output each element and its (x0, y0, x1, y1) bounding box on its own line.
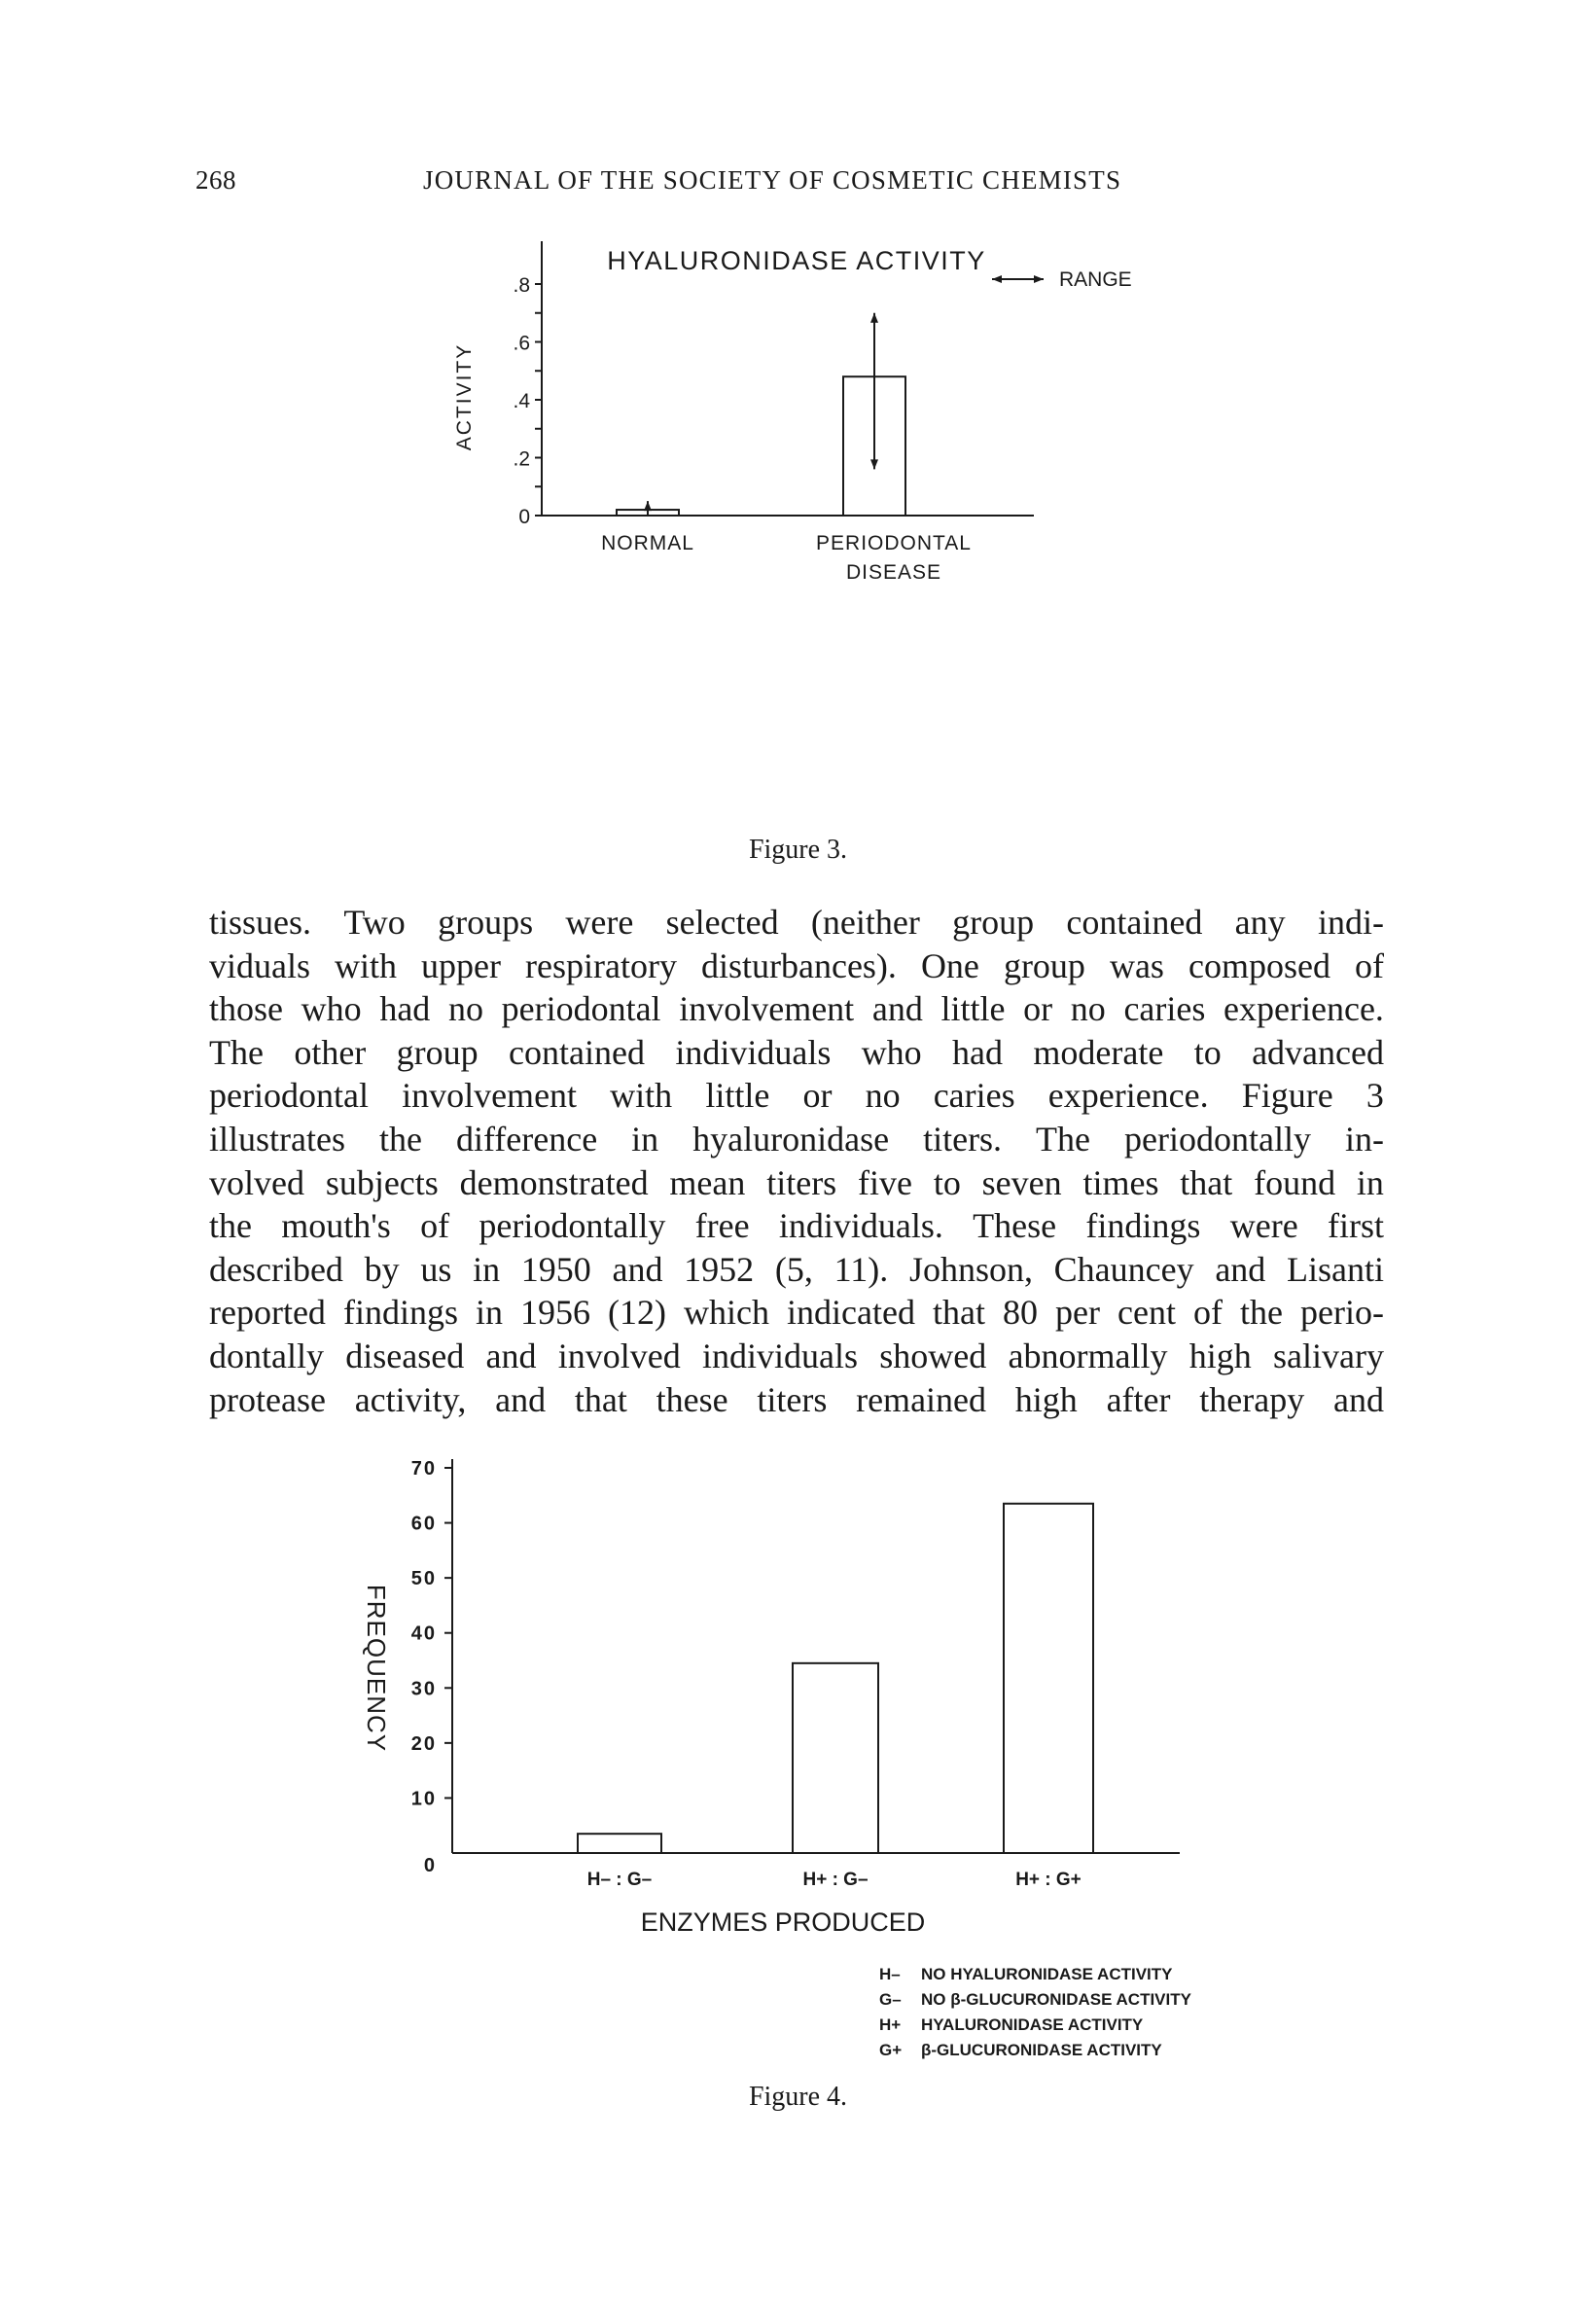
paragraph-word: abnormally (1008, 1336, 1168, 1375)
paragraph-word: in (475, 1293, 503, 1333)
figure-3-caption: Figure 3. (748, 835, 848, 865)
paragraph-word: difference (455, 1119, 598, 1159)
paragraph-word: salivary (1273, 1336, 1384, 1375)
paragraph-word: the (209, 1206, 252, 1246)
paragraph-word: high (1188, 1336, 1252, 1375)
paragraph-line (209, 1335, 1384, 1378)
paragraph-word: indi- (1317, 903, 1384, 942)
paragraph-word: of (1354, 945, 1384, 985)
paragraph-word: little (705, 1076, 770, 1116)
paragraph-word: dontally (209, 1336, 324, 1375)
paragraph-word: were (565, 903, 634, 942)
paragraph-word: who (301, 989, 362, 1029)
paragraph-word: was (1109, 945, 1164, 985)
paragraph-word: protease (209, 1379, 326, 1419)
paragraph-word: 1952 (684, 1249, 755, 1289)
paragraph-word: showed (879, 1336, 987, 1375)
paragraph-word: of (420, 1206, 450, 1246)
paragraph-word: 3 (1365, 1076, 1384, 1116)
paragraph-word: Lisanti (1287, 1249, 1384, 1289)
y-tick-label: .4 (513, 390, 530, 412)
paragraph-word: by (364, 1249, 400, 1289)
y-axis-label: ACTIVITY (453, 342, 476, 451)
paragraph-word: 80 (1003, 1293, 1038, 1333)
paragraph-word: hyaluronidase (692, 1119, 890, 1159)
paragraph-word: illustrates (209, 1119, 345, 1159)
paragraph-word: 1950 (520, 1249, 591, 1289)
paragraph-word: high (1014, 1379, 1078, 1419)
paragraph-word: caries (933, 1076, 1015, 1116)
paragraph-word: titers (757, 1379, 828, 1419)
paragraph-word: and (612, 1249, 663, 1289)
paragraph-word: advanced (1252, 1032, 1384, 1072)
paragraph-word: diseased (345, 1336, 465, 1375)
paragraph-word: involved (557, 1336, 681, 1375)
x-category-label: PERIODONTAL (816, 532, 972, 554)
paragraph-word: subjects (325, 1162, 439, 1202)
paragraph-word: These (973, 1206, 1057, 1246)
paragraph-word: mean (669, 1162, 746, 1202)
paragraph-word: (neither (810, 903, 920, 942)
paragraph-word: volved (209, 1162, 304, 1202)
paragraph-word: groups (438, 903, 534, 942)
paragraph-word: contained (1066, 903, 1203, 942)
paragraph-word: mouth's (281, 1206, 391, 1246)
paragraph-word: tissues. (209, 903, 312, 942)
paragraph-word: disturbances). (700, 945, 897, 985)
paragraph-line (209, 1074, 1384, 1118)
paragraph-word: group (1003, 945, 1085, 985)
figure-4-chart (0, 1440, 1596, 2101)
figure-4-xlabel: ENZYMES PRODUCED (640, 1908, 926, 1937)
legend-label: RANGE (1059, 268, 1132, 291)
y-tick-label: 50 (410, 1568, 437, 1590)
paragraph-word: Johnson, (908, 1249, 1033, 1289)
paragraph-word: individuals (701, 1336, 858, 1375)
legend-text: β-GLUCURONIDASE ACTIVITY (921, 2041, 1162, 2059)
legend-key: H+ (879, 2015, 902, 2034)
paragraph-word: group (952, 903, 1035, 942)
paragraph-word: titers. (923, 1119, 1003, 1159)
paragraph-word: findings (342, 1293, 458, 1333)
paragraph-word: and (485, 1336, 537, 1375)
paragraph-word: 1956 (520, 1293, 591, 1333)
x-category-label: H+ : G– (802, 1870, 869, 1890)
paragraph-word: first (1327, 1206, 1384, 1246)
paragraph-word: Chauncey (1053, 1249, 1194, 1289)
paragraph-word: involvement (402, 1076, 578, 1116)
paragraph-word: who (861, 1032, 922, 1072)
figure-3-chart (0, 233, 1596, 875)
paragraph-word: viduals (209, 945, 310, 985)
paragraph-word: in (473, 1249, 501, 1289)
paragraph-word: periodontal (501, 989, 661, 1029)
paragraph-word: these (656, 1379, 728, 1419)
paragraph-word: those (209, 989, 283, 1029)
paragraph-word: seven (981, 1162, 1062, 1202)
x-category-label: H– : G– (586, 1870, 653, 1890)
paragraph-word: and (1333, 1379, 1384, 1419)
range-arrow-down (870, 459, 878, 469)
paragraph-word: individuals. (778, 1206, 943, 1246)
paragraph-word: demonstrated (459, 1162, 649, 1202)
paragraph-word: of (1192, 1293, 1223, 1333)
paragraph-line (209, 1204, 1384, 1248)
y-tick-label: 30 (410, 1678, 437, 1700)
paragraph-word: five (858, 1162, 912, 1202)
y-tick-label: 0 (518, 506, 530, 528)
paragraph-word: and (495, 1379, 547, 1419)
legend-text: NO β-GLUCURONIDASE ACTIVITY (921, 1990, 1191, 2009)
figure-4-caption: Figure 4. (748, 2082, 848, 2112)
paragraph-word: respiratory (525, 945, 677, 985)
paragraph-word: to (1193, 1032, 1222, 1072)
paragraph-word: the (1240, 1293, 1283, 1333)
body-paragraph (209, 901, 1384, 1421)
paragraph-word: in- (1344, 1119, 1384, 1159)
y-tick-label: 40 (410, 1623, 437, 1645)
x-category-label: NORMAL (601, 532, 694, 554)
paragraph-word: The (1036, 1119, 1091, 1159)
page-number: 268 (195, 165, 236, 195)
paragraph-word: (12) (608, 1293, 667, 1333)
paragraph-line (209, 945, 1384, 988)
paragraph-word: experience. (1047, 1076, 1209, 1116)
bar (793, 1663, 878, 1853)
paragraph-line (209, 1031, 1384, 1075)
figure-4-legend (879, 1965, 1192, 2059)
paragraph-word: therapy (1199, 1379, 1305, 1419)
y-axis-label: FREQUENCY (362, 1584, 391, 1753)
legend-key: G– (879, 1990, 902, 2009)
paragraph-word: us (420, 1249, 452, 1289)
figure-3-plot (453, 241, 1132, 584)
paragraph-word: other (294, 1032, 367, 1072)
legend-text: NO HYALURONIDASE ACTIVITY (921, 1965, 1173, 1983)
paragraph-word: that (574, 1379, 627, 1419)
legend-text: HYALURONIDASE ACTIVITY (921, 2015, 1144, 2034)
figure-3-title: HYALURONIDASE ACTIVITY (607, 246, 986, 275)
paragraph-word: any (1234, 903, 1286, 942)
x-category-label: H+ : G+ (1015, 1870, 1082, 1890)
paragraph-word: indicated (787, 1293, 915, 1333)
legend-arrow-left (992, 275, 1002, 283)
paragraph-word: periodontally (1124, 1119, 1311, 1159)
journal-title: JOURNAL OF THE SOCIETY OF COSMETIC CHEMISTS (423, 165, 1122, 195)
paragraph-word: (5, (774, 1249, 813, 1289)
paragraph-word: Figure (1241, 1076, 1333, 1116)
paragraph-word: times (1082, 1162, 1159, 1202)
legend-key: G+ (879, 2041, 903, 2059)
paragraph-line (209, 1291, 1384, 1335)
y-tick-label: 20 (410, 1732, 437, 1755)
paragraph-word: titers (766, 1162, 837, 1202)
paragraph-word: found (1254, 1162, 1336, 1202)
paragraph-word: in (631, 1119, 659, 1159)
paragraph-word: that (1180, 1162, 1233, 1202)
bar (578, 1834, 661, 1853)
paragraph-word: no (1070, 989, 1106, 1029)
page-header (0, 165, 1596, 204)
y-tick-label: 10 (410, 1788, 437, 1810)
paragraph-word: had (379, 989, 431, 1029)
paragraph-word: experience. (1224, 989, 1384, 1029)
range-arrow-up (870, 313, 878, 323)
paragraph-word: had (952, 1032, 1004, 1072)
paragraph-word: caries (1123, 989, 1206, 1029)
paragraph-word: no (865, 1076, 901, 1116)
paragraph-word: findings (1085, 1206, 1201, 1246)
paragraph-word: remained (856, 1379, 987, 1419)
y-tick-label: 60 (410, 1513, 437, 1535)
paragraph-word: upper (421, 945, 502, 985)
paragraph-line (209, 987, 1384, 1031)
paragraph-word: no (447, 989, 483, 1029)
paragraph-word: or (802, 1076, 833, 1116)
paragraph-word: that (933, 1293, 985, 1333)
y-tick-label: 0 (423, 1855, 437, 1876)
paragraph-word: the (378, 1119, 422, 1159)
paragraph-word: with (610, 1076, 673, 1116)
paragraph-word: and (1215, 1249, 1266, 1289)
y-tick-label: .2 (513, 447, 530, 471)
paragraph-word: periodontal (209, 1076, 369, 1116)
paragraph-word: One (920, 945, 979, 985)
paragraph-word: individuals (675, 1032, 832, 1072)
paragraph-word: contained (509, 1032, 645, 1072)
paragraph-word: in (1356, 1162, 1384, 1202)
paragraph-word: involvement (679, 989, 855, 1029)
paragraph-line (209, 1378, 1384, 1422)
paragraph-word: selected (665, 903, 779, 942)
legend-arrow-right (1034, 275, 1044, 283)
paragraph-line (209, 1248, 1384, 1292)
range-arrow-up (644, 501, 652, 511)
paragraph-word: with (335, 945, 398, 985)
figure-4-plot (362, 1458, 1180, 1890)
paragraph-word: little (940, 989, 1006, 1029)
paragraph-line (209, 1161, 1384, 1205)
paragraph-word: perio- (1300, 1293, 1384, 1333)
paragraph-word: group (396, 1032, 479, 1072)
paragraph-word: to (933, 1162, 961, 1202)
paragraph-word: were (1229, 1206, 1298, 1246)
paragraph-word: activity, (354, 1379, 467, 1419)
paragraph-line (209, 901, 1384, 945)
paragraph-word: per (1055, 1293, 1100, 1333)
paragraph-word: composed (1188, 945, 1330, 985)
paragraph-word: Two (343, 903, 406, 942)
paragraph-word: and (871, 989, 923, 1029)
y-tick-label: 70 (410, 1458, 437, 1480)
paragraph-word: which (684, 1293, 770, 1333)
legend-key: H– (879, 1965, 901, 1983)
paragraph-word: described (209, 1249, 343, 1289)
paragraph-word: The (209, 1032, 264, 1072)
bar (1004, 1504, 1093, 1853)
paragraph-word: 11). (833, 1249, 889, 1289)
paragraph-word: or (1023, 989, 1053, 1029)
x-category-label: DISEASE (845, 561, 942, 584)
y-tick-label: .6 (513, 332, 530, 355)
paragraph-word: periodontally (479, 1206, 666, 1246)
paragraph-word: free (694, 1206, 750, 1246)
paragraph-word: moderate (1033, 1032, 1164, 1072)
paragraph-line (209, 1118, 1384, 1161)
paragraph-word: reported (209, 1293, 326, 1333)
y-tick-label: .8 (513, 274, 530, 297)
paragraph-word: cent (1117, 1293, 1176, 1333)
paragraph-word: after (1106, 1379, 1171, 1419)
